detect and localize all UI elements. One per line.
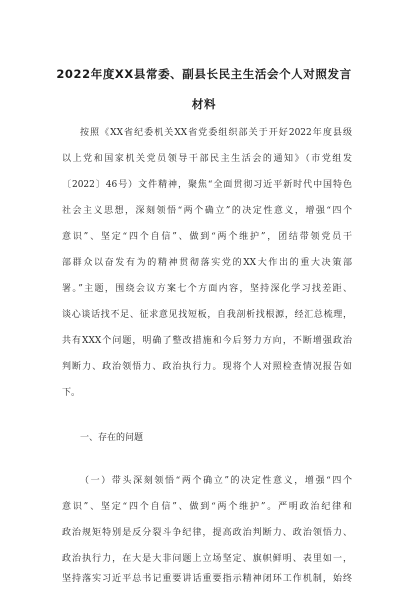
section-heading: 一、存在的问题 [80,433,144,443]
paragraph-line: 共有XXX个问题，明确了整改措施和今后努力方向，不断增强政治 [62,336,352,346]
paragraph-line: 政治执行力，在大是大非问题上立场坚定、旗帜鲜明、表里如一， [62,554,352,564]
paragraph-line: 部群众以奋发有为的精神贯彻落实党的XX大作出的重大决策部 [62,258,352,268]
paragraph-line: 署。”主题，围绕会议方案七个方面内容，坚持深化学习找差距、 [62,284,352,294]
paragraph-line: 〔2022〕46号）文件精神，聚焦“全面贯彻习近平新时代中国特色 [62,180,352,190]
paragraph-line: 意识”、坚定“四个自信”、做到“两个维护”。严明政治纪律和 [62,502,352,512]
paragraph-line: 判断力、政治领悟力、政治执行力。现将个人对照检查情况报告如 [62,362,352,372]
paragraph-line: 坚持落实习近平总书记重要讲话重要指示精神闭环工作机制，始终 [62,574,352,584]
document-title-continued: 材料 [191,97,217,111]
document-title: 2022年度XX县常委、副县长民主生活会个人对照发言 [56,67,352,81]
paragraph-line: 下。 [62,388,81,398]
paragraph-line: 谈心谈话找不足、征求意见找短板，自我剖析找根源，经汇总梳理， [62,310,352,320]
paragraph-line: 政治规矩特别是反分裂斗争纪律，提高政治判断力、政治领悟力、 [62,528,352,538]
paragraph-line: 以上党和国家机关党员领导干部民主生活会的通知》（市党组发 [62,154,352,164]
paragraph-line: 社会主义思想，深刻领悟“两个确立”的决定性意义，增强“四个 [62,206,352,216]
paragraph-line: 按照《XX省纪委机关XX省党委组织部关于开好2022年度县级 [80,128,352,138]
paragraph-line: 意识”、坚定“四个自信”、做到“两个维护”，团结带领党员干 [62,232,352,242]
paragraph-line: （一）带头深刻领悟“两个确立”的决定性意义，增强“四个 [80,476,352,486]
